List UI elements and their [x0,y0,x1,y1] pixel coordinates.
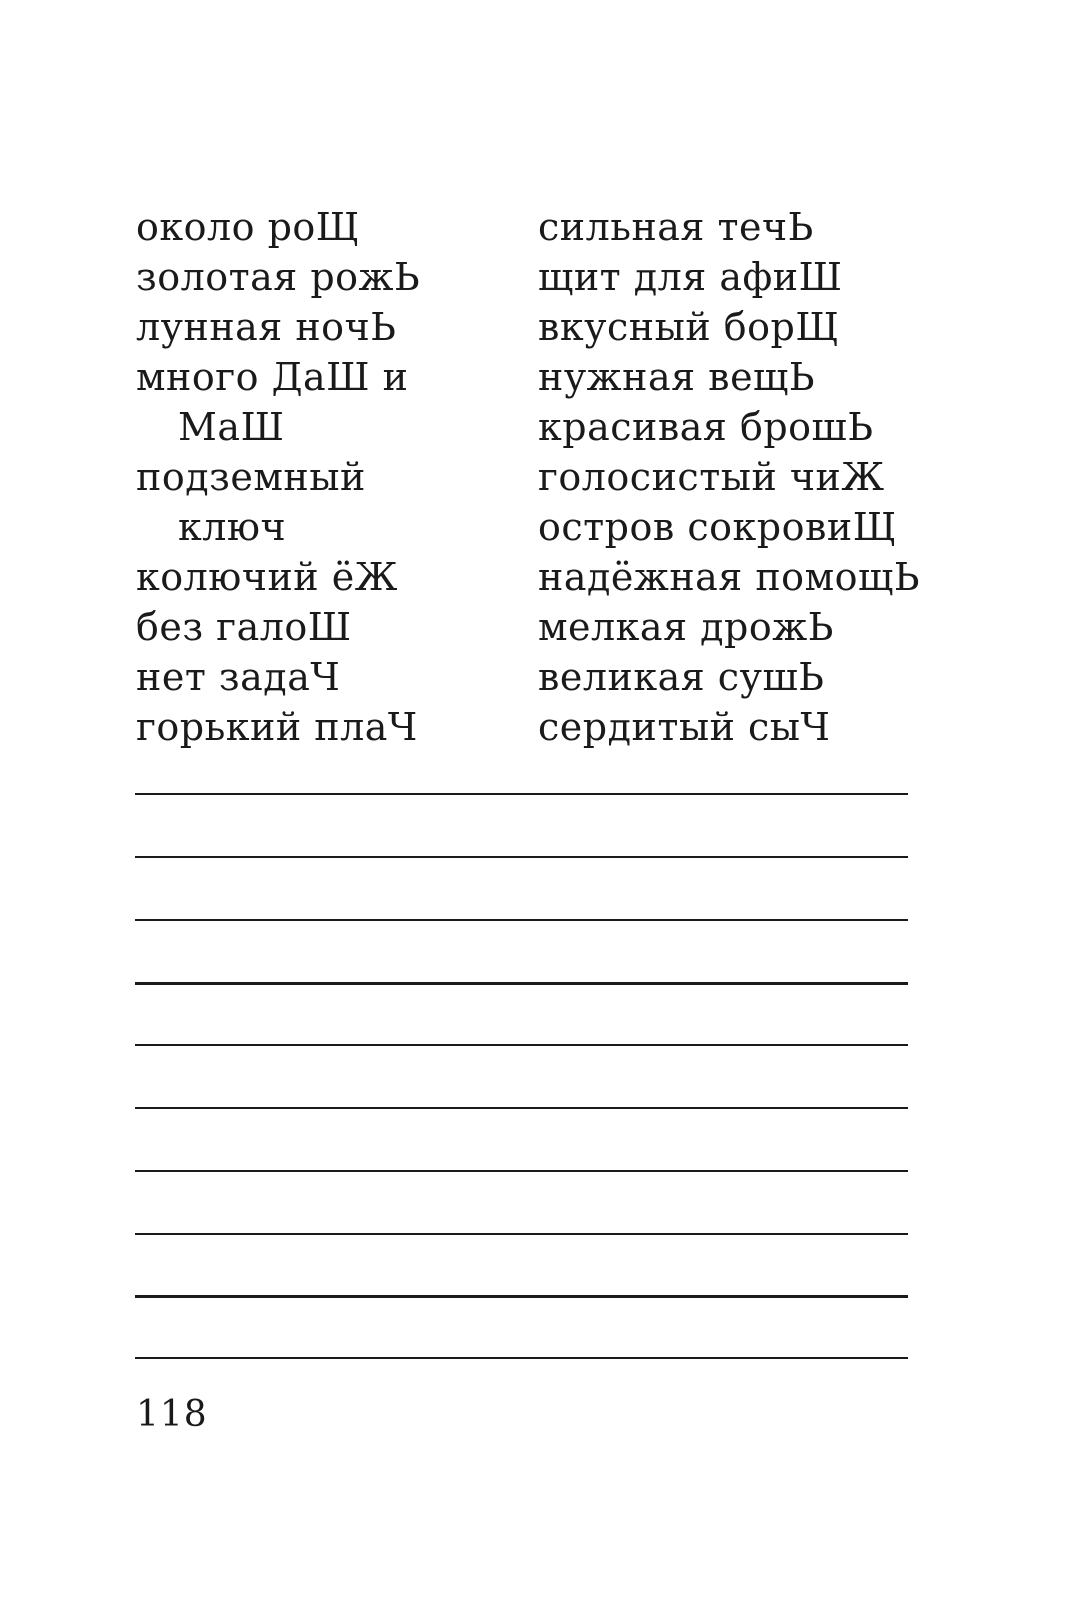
word-phrase-line: нужная вещЬ [538,355,815,399]
word-phrase-line: нет задаЧ [136,655,341,699]
word-phrase-line: много ДаШ и [136,355,409,399]
writing-line[interactable] [135,793,908,795]
word-phrase-line: мелкая дрожЬ [538,605,834,649]
word-phrase-line: сильная течЬ [538,205,814,249]
left-word-column [136,202,516,752]
writing-line[interactable] [135,1044,908,1046]
word-phrase-line: великая сушЬ [538,655,825,699]
word-phrase-line: остров сокровиЩ [538,505,897,549]
word-phrase-line: сердитый сыЧ [538,705,831,749]
word-phrase-continuation: ключ [178,505,287,549]
writing-line[interactable] [135,1170,908,1172]
writing-line[interactable] [135,856,908,858]
word-phrase-line: золотая рожЬ [136,255,421,299]
word-phrase-line: горький плаЧ [136,705,418,749]
writing-line[interactable] [135,982,908,985]
word-phrase-line: надёжная помощЬ [538,555,920,599]
writing-line[interactable] [135,1233,908,1235]
word-phrase-line: без галоШ [136,605,352,649]
word-phrase-line: вкусный борЩ [538,305,840,349]
writing-line[interactable] [135,1295,908,1298]
word-phrase-line: колючий ёЖ [136,555,398,599]
right-word-column [538,202,938,752]
word-phrase-continuation: МаШ [178,405,285,449]
word-phrase-line: красивая брошЬ [538,405,874,449]
writing-line[interactable] [135,919,908,921]
word-phrase-line: лунная ночЬ [136,305,397,349]
word-phrase-line: подземный [136,455,366,499]
word-phrase-line: щит для афиШ [538,255,843,299]
writing-line[interactable] [135,1107,908,1109]
word-phrase-line: голосистый чиЖ [538,455,885,499]
page-number: 118 [136,1394,208,1435]
word-phrase-line: около роЩ [136,205,360,249]
writing-line[interactable] [135,1357,908,1359]
